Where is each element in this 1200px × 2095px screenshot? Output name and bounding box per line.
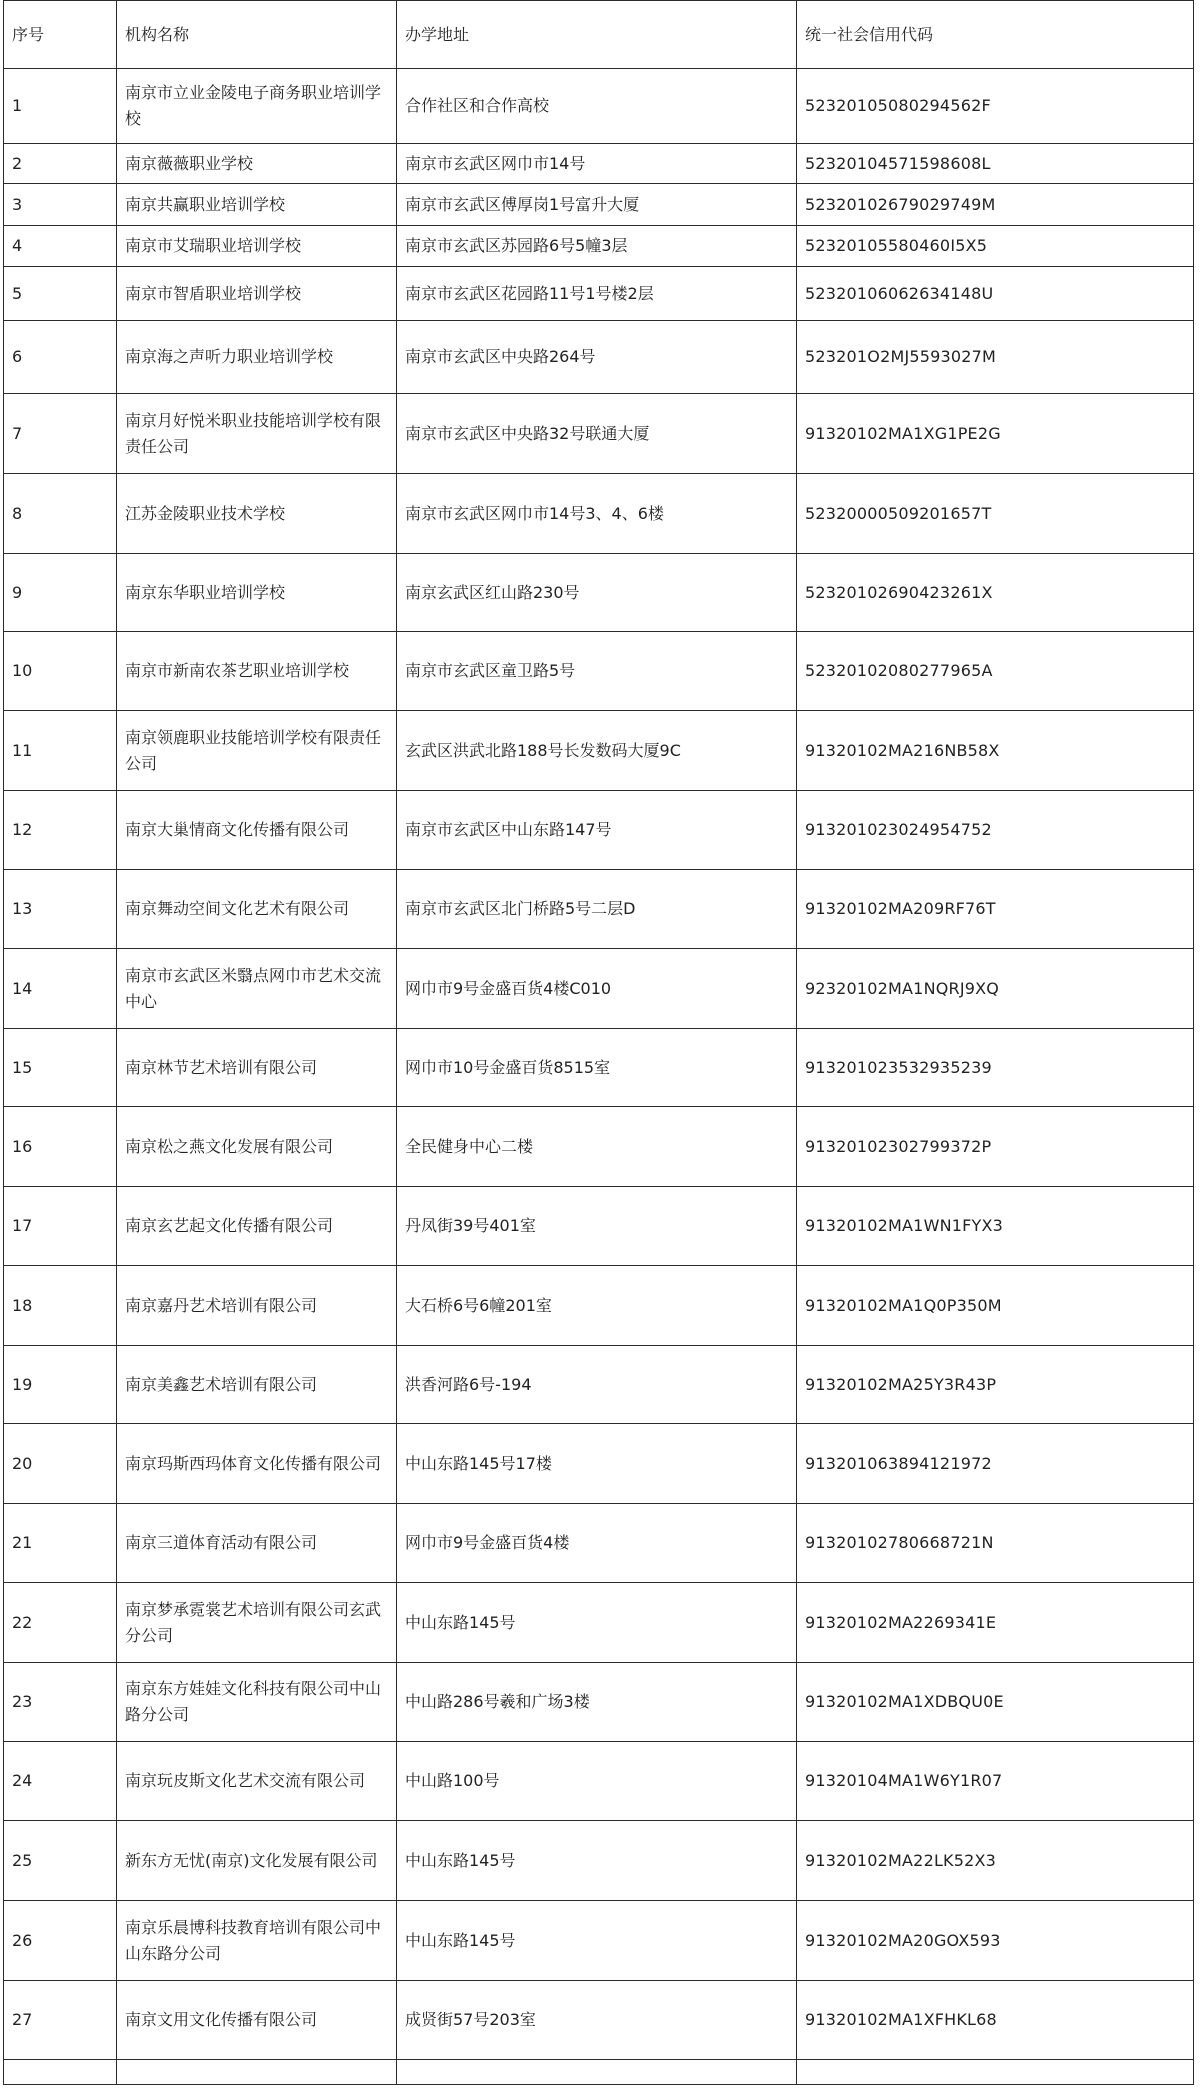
cell-school-address: 中山路286号羲和广场3楼 <box>397 1663 797 1742</box>
cell-school-address: 南京市玄武区傅厚岗1号富升大厦 <box>397 184 797 226</box>
cell-school-address: 中山路100号 <box>397 1742 797 1821</box>
cell-credit-code: 91320102MA1WN1FYX3 <box>797 1187 1194 1266</box>
cell-school-address: 全民健身中心二楼 <box>397 1107 797 1187</box>
table-row <box>4 321 1194 394</box>
cell-school-address: 南京市玄武区苏园路6号5幢3层 <box>397 226 797 267</box>
cell-school-address: 网巾市9号金盛百货4楼 <box>397 1504 797 1583</box>
table-row <box>4 632 1194 711</box>
cell-credit-code: 913201023024954752 <box>797 791 1194 870</box>
cell-serial-number: 5 <box>4 267 117 321</box>
cell-serial-number: 19 <box>4 1346 117 1424</box>
cell-serial-number: 7 <box>4 394 117 474</box>
cell-serial-number: 13 <box>4 870 117 949</box>
cell-institution-name: 南京东华职业培训学校 <box>117 554 397 632</box>
cell-institution-name: 南京月好悦米职业技能培训学校有限责任公司 <box>117 394 397 474</box>
cell-credit-code: 52320000509201657T <box>797 474 1194 554</box>
table-row <box>4 474 1194 554</box>
institution-table <box>3 0 1194 2085</box>
cell-credit-code: 52320102679029749M <box>797 184 1194 226</box>
table-row <box>4 1583 1194 1663</box>
table-row <box>4 69 1194 144</box>
cell-school-address: 南京市玄武区童卫路5号 <box>397 632 797 711</box>
cell-credit-code: 52320105080294562F <box>797 69 1194 144</box>
table-row <box>4 1901 1194 1981</box>
cell-credit-code: 91320102MA1XDBQU0E <box>797 1663 1194 1742</box>
cell-school-address <box>397 2060 797 2085</box>
cell-serial-number: 14 <box>4 949 117 1029</box>
cell-credit-code <box>797 2060 1194 2085</box>
table-row <box>4 144 1194 184</box>
table-row <box>4 1029 1194 1107</box>
header-school-address: 办学地址 <box>397 1 797 69</box>
cell-school-address: 南京市玄武区中山东路147号 <box>397 791 797 870</box>
cell-serial-number: 26 <box>4 1901 117 1981</box>
cell-school-address: 洪香河路6号-194 <box>397 1346 797 1424</box>
cell-serial-number: 6 <box>4 321 117 394</box>
cell-institution-name: 南京市新南农茶艺职业培训学校 <box>117 632 397 711</box>
cell-institution-name: 新东方无忧(南京)文化发展有限公司 <box>117 1821 397 1901</box>
table-row <box>4 1187 1194 1266</box>
cell-credit-code: 91320102MA1XFHKL68 <box>797 1981 1194 2060</box>
cell-credit-code: 91320102MA22LK52X3 <box>797 1821 1194 1901</box>
cell-school-address: 丹凤街39号401室 <box>397 1187 797 1266</box>
cell-school-address: 南京市玄武区花园路11号1号楼2层 <box>397 267 797 321</box>
cell-credit-code: 913201063894121972 <box>797 1424 1194 1504</box>
cell-institution-name: 南京文用文化传播有限公司 <box>117 1981 397 2060</box>
cell-institution-name: 南京美鑫艺术培训有限公司 <box>117 1346 397 1424</box>
cell-institution-name <box>117 2060 397 2085</box>
cell-institution-name: 南京舞动空间文化艺术有限公司 <box>117 870 397 949</box>
cell-credit-code: 913201023532935239 <box>797 1029 1194 1107</box>
cell-school-address: 玄武区洪武北路188号长发数码大厦9C <box>397 711 797 791</box>
table-row <box>4 394 1194 474</box>
cell-school-address: 中山东路145号17楼 <box>397 1424 797 1504</box>
cell-institution-name: 南京薇薇职业学校 <box>117 144 397 184</box>
cell-credit-code: 91320102MA1Q0P350M <box>797 1266 1194 1346</box>
table-row <box>4 554 1194 632</box>
table-row <box>4 1346 1194 1424</box>
cell-credit-code: 52320104571598608L <box>797 144 1194 184</box>
cell-credit-code: 91320102MA25Y3R43P <box>797 1346 1194 1424</box>
cell-serial-number: 15 <box>4 1029 117 1107</box>
table-row <box>4 1424 1194 1504</box>
cell-institution-name: 南京玄艺起文化传播有限公司 <box>117 1187 397 1266</box>
cell-serial-number <box>4 2060 117 2085</box>
table-row <box>4 1742 1194 1821</box>
table-row <box>4 2060 1194 2085</box>
cell-credit-code: 91320102MA20GOX593 <box>797 1901 1194 1981</box>
table-row <box>4 791 1194 870</box>
cell-institution-name: 南京共赢职业培训学校 <box>117 184 397 226</box>
cell-school-address: 南京市玄武区网巾市14号 <box>397 144 797 184</box>
cell-serial-number: 11 <box>4 711 117 791</box>
cell-school-address: 中山东路145号 <box>397 1901 797 1981</box>
cell-credit-code: 92320102MA1NQRJ9XQ <box>797 949 1194 1029</box>
cell-credit-code: 91320102MA2269341E <box>797 1583 1194 1663</box>
cell-credit-code: 91320102MA1XG1PE2G <box>797 394 1194 474</box>
cell-serial-number: 16 <box>4 1107 117 1187</box>
cell-institution-name: 南京林节艺术培训有限公司 <box>117 1029 397 1107</box>
table-row <box>4 226 1194 267</box>
cell-school-address: 合作社区和合作高校 <box>397 69 797 144</box>
cell-serial-number: 25 <box>4 1821 117 1901</box>
cell-credit-code: 52320105580460I5X5 <box>797 226 1194 267</box>
cell-school-address: 南京市玄武区中央路32号联通大厦 <box>397 394 797 474</box>
cell-serial-number: 17 <box>4 1187 117 1266</box>
cell-school-address: 中山东路145号 <box>397 1821 797 1901</box>
table-row <box>4 1981 1194 2060</box>
table-row <box>4 870 1194 949</box>
cell-serial-number: 24 <box>4 1742 117 1821</box>
cell-serial-number: 18 <box>4 1266 117 1346</box>
cell-school-address: 南京市玄武区网巾市14号3、4、6楼 <box>397 474 797 554</box>
table-row <box>4 949 1194 1029</box>
cell-serial-number: 20 <box>4 1424 117 1504</box>
cell-credit-code: 52320102690423261X <box>797 554 1194 632</box>
table-row <box>4 1821 1194 1901</box>
cell-institution-name: 南京玩皮斯文化艺术交流有限公司 <box>117 1742 397 1821</box>
cell-institution-name: 南京三道体育活动有限公司 <box>117 1504 397 1583</box>
cell-serial-number: 23 <box>4 1663 117 1742</box>
cell-credit-code: 91320102302799372P <box>797 1107 1194 1187</box>
cell-school-address: 南京玄武区红山路230号 <box>397 554 797 632</box>
cell-serial-number: 9 <box>4 554 117 632</box>
cell-credit-code: 91320104MA1W6Y1R07 <box>797 1742 1194 1821</box>
cell-serial-number: 8 <box>4 474 117 554</box>
cell-institution-name: 南京市智盾职业培训学校 <box>117 267 397 321</box>
cell-serial-number: 27 <box>4 1981 117 2060</box>
header-institution-name: 机构名称 <box>117 1 397 69</box>
table-row <box>4 711 1194 791</box>
cell-institution-name: 南京市玄武区米翳点网巾市艺术交流中心 <box>117 949 397 1029</box>
cell-credit-code: 91320102MA216NB58X <box>797 711 1194 791</box>
cell-credit-code: 52320102080277965A <box>797 632 1194 711</box>
cell-serial-number: 2 <box>4 144 117 184</box>
table-row <box>4 1266 1194 1346</box>
cell-school-address: 大石桥6号6幢201室 <box>397 1266 797 1346</box>
header-credit-code: 统一社会信用代码 <box>797 1 1194 69</box>
cell-school-address: 中山东路145号 <box>397 1583 797 1663</box>
cell-serial-number: 4 <box>4 226 117 267</box>
cell-school-address: 南京市玄武区中央路264号 <box>397 321 797 394</box>
cell-institution-name: 南京市艾瑞职业培训学校 <box>117 226 397 267</box>
cell-credit-code: 91320102780668721N <box>797 1504 1194 1583</box>
cell-institution-name: 南京领鹿职业技能培训学校有限责任公司 <box>117 711 397 791</box>
cell-institution-name: 南京松之燕文化发展有限公司 <box>117 1107 397 1187</box>
cell-school-address: 南京市玄武区北门桥路5号二层D <box>397 870 797 949</box>
cell-credit-code: 91320102MA209RF76T <box>797 870 1194 949</box>
table-row <box>4 1107 1194 1187</box>
table-row <box>4 184 1194 226</box>
table-row <box>4 1504 1194 1583</box>
cell-serial-number: 10 <box>4 632 117 711</box>
table-header-row <box>4 1 1194 69</box>
table-row <box>4 267 1194 321</box>
cell-school-address: 成贤街57号203室 <box>397 1981 797 2060</box>
cell-institution-name: 江苏金陵职业技术学校 <box>117 474 397 554</box>
cell-serial-number: 1 <box>4 69 117 144</box>
cell-institution-name: 南京市立业金陵电子商务职业培训学校 <box>117 69 397 144</box>
cell-institution-name: 南京嘉丹艺术培训有限公司 <box>117 1266 397 1346</box>
cell-serial-number: 22 <box>4 1583 117 1663</box>
cell-institution-name: 南京大巢情商文化传播有限公司 <box>117 791 397 870</box>
header-serial-number: 序号 <box>4 1 117 69</box>
cell-institution-name: 南京玛斯西玛体育文化传播有限公司 <box>117 1424 397 1504</box>
cell-school-address: 网巾市9号金盛百货4楼C010 <box>397 949 797 1029</box>
cell-institution-name: 南京东方娃娃文化科技有限公司中山路分公司 <box>117 1663 397 1742</box>
cell-serial-number: 21 <box>4 1504 117 1583</box>
cell-serial-number: 12 <box>4 791 117 870</box>
cell-institution-name: 南京海之声听力职业培训学校 <box>117 321 397 394</box>
table-row <box>4 1663 1194 1742</box>
cell-credit-code: 523201O2MJ5593027M <box>797 321 1194 394</box>
cell-institution-name: 南京乐晨博科技教育培训有限公司中山东路分公司 <box>117 1901 397 1981</box>
cell-serial-number: 3 <box>4 184 117 226</box>
cell-institution-name: 南京梦承霓裳艺术培训有限公司玄武分公司 <box>117 1583 397 1663</box>
cell-school-address: 网巾市10号金盛百货8515室 <box>397 1029 797 1107</box>
cell-credit-code: 52320106062634148U <box>797 267 1194 321</box>
